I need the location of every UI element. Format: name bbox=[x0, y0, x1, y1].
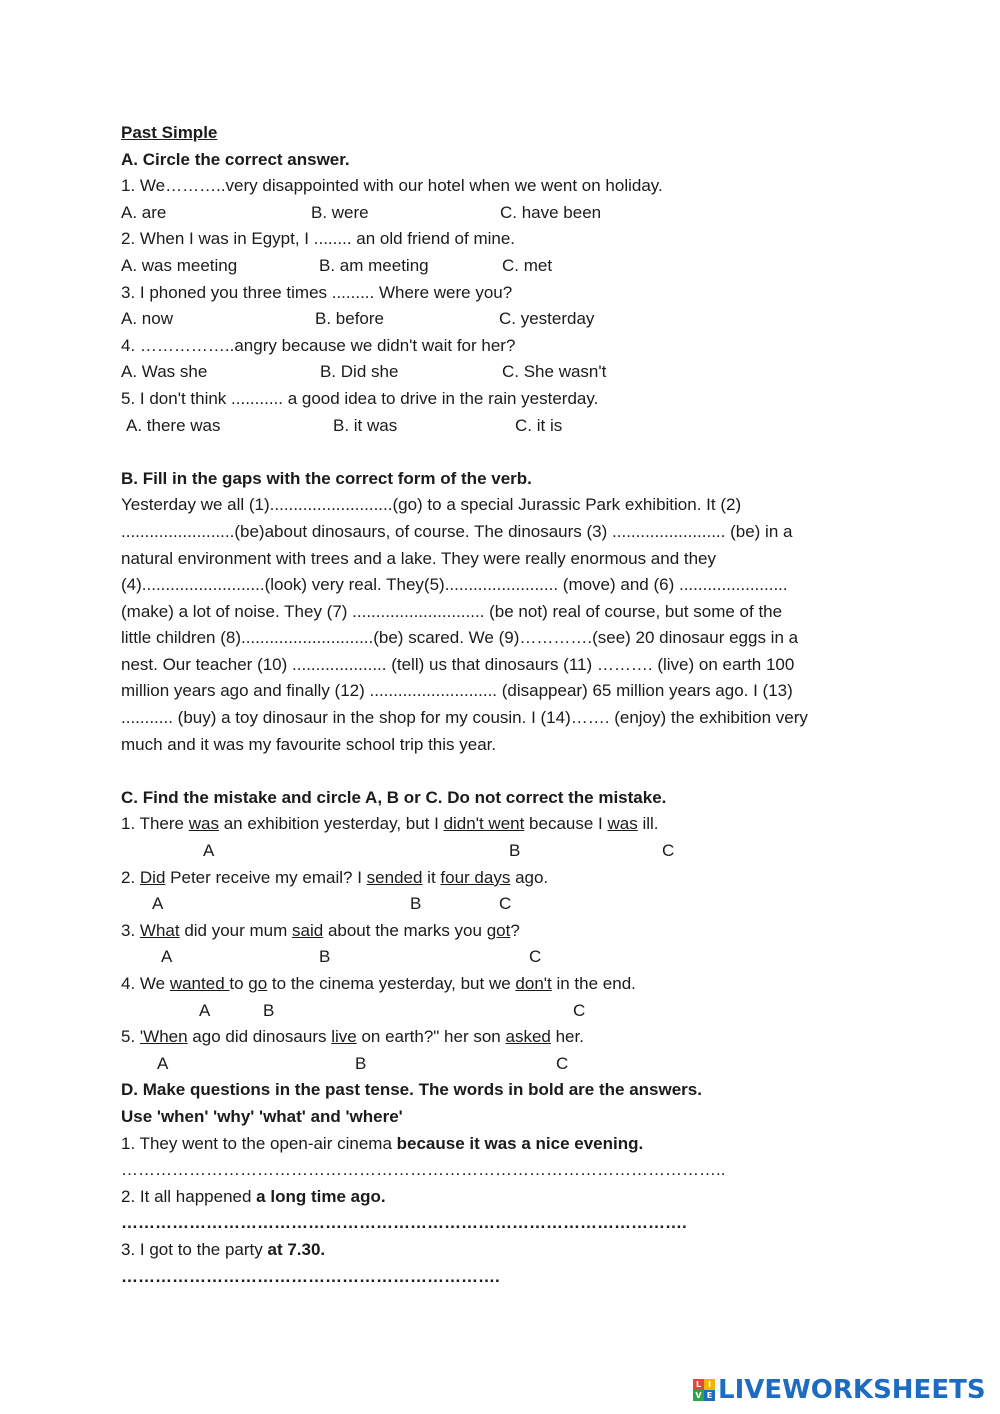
question-d2: 2. It all happened a long time ago. bbox=[121, 1186, 386, 1206]
choices-c2 bbox=[121, 891, 881, 918]
part-b: sended bbox=[366, 867, 423, 887]
answer-bold: a long time ago. bbox=[256, 1186, 386, 1206]
choice-b[interactable]: B bbox=[355, 1053, 367, 1073]
part-a: wanted bbox=[169, 974, 230, 993]
paragraph-line: nest. Our teacher (10) .................... (tell) us that dinosaurs (11) ………. (live) on earth 100 bbox=[121, 654, 795, 674]
options-a1 bbox=[121, 200, 881, 227]
section-b-heading: B. Fill in the gaps with the correct form of the verb. bbox=[121, 468, 532, 488]
choice-b[interactable]: B bbox=[319, 947, 331, 967]
answer-line-d3[interactable]: …………………………………………………………. bbox=[121, 1266, 500, 1286]
part-a: What bbox=[139, 920, 180, 940]
logo-tile: V bbox=[693, 1390, 704, 1401]
answer-line-d1[interactable]: …………………………………………………………………………………………….. bbox=[121, 1160, 726, 1180]
answer-bold: because it was a nice evening. bbox=[396, 1133, 644, 1153]
choice-b[interactable]: B bbox=[263, 1000, 275, 1020]
question-c1: 1. There was an exhibition yesterday, but I didn't went because I was ill. bbox=[121, 814, 659, 834]
choice-a[interactable]: A bbox=[152, 894, 164, 914]
liveworksheets-logo bbox=[693, 1377, 986, 1403]
option-b[interactable]: B. before bbox=[315, 309, 384, 329]
section-d-heading: D. Make questions in the past tense. The words in bold are the answers. bbox=[121, 1080, 702, 1100]
option-a[interactable]: A. was meeting bbox=[121, 255, 238, 275]
option-a[interactable]: A. there was bbox=[126, 415, 221, 435]
paragraph-line: Yesterday we all (1)..........................(go) to a special Jurassic Park exhibition. It (2) bbox=[121, 495, 742, 515]
paragraph-line: million years ago and finally (12) ........................... (disappear) 65 million years ago. I (13) bbox=[121, 681, 793, 701]
part-a: 'When bbox=[139, 1027, 188, 1047]
answer-bold: at 7.30. bbox=[267, 1239, 326, 1259]
choices-c3 bbox=[121, 944, 881, 971]
part-b: said bbox=[292, 920, 324, 940]
choice-a[interactable]: A bbox=[157, 1053, 169, 1073]
logo-mark-icon bbox=[693, 1379, 715, 1401]
option-b[interactable]: B. it was bbox=[333, 415, 398, 435]
question-c5: 5. 'When ago did dinosaurs live on earth?" her son asked her. bbox=[121, 1027, 584, 1047]
choice-c[interactable]: C bbox=[529, 947, 542, 967]
logo-tile: E bbox=[704, 1390, 715, 1401]
paragraph-line: much and it was my favourite school trip this year. bbox=[121, 734, 497, 754]
choice-a[interactable]: A bbox=[203, 841, 215, 861]
part-b: go bbox=[248, 974, 268, 993]
choices-c4 bbox=[121, 998, 881, 1025]
question-d1: 1. They went to the open-air cinema because it was a nice evening. bbox=[121, 1133, 644, 1153]
part-c: don't bbox=[515, 974, 552, 993]
options-a2 bbox=[121, 253, 881, 280]
option-c[interactable]: C. She wasn't bbox=[502, 362, 607, 382]
options-a5 bbox=[121, 413, 881, 440]
part-c: asked bbox=[505, 1027, 551, 1047]
worksheet bbox=[121, 120, 881, 1290]
choice-c[interactable]: C bbox=[499, 894, 512, 914]
section-d-subheading: Use 'when' 'why' 'what' and 'where' bbox=[121, 1106, 403, 1126]
question-d3: 3. I got to the party at 7.30. bbox=[121, 1239, 326, 1259]
question-c2: 2. Did Peter receive my email? I sended it four days ago. bbox=[121, 867, 549, 887]
part-b: live bbox=[331, 1027, 357, 1047]
part-c: got bbox=[486, 920, 511, 940]
question-a5: 5. I don't think ........... a good idea to drive in the rain yesterday. bbox=[121, 388, 599, 408]
section-c-heading: C. Find the mistake and circle A, B or C. Do not correct the mistake. bbox=[121, 787, 667, 807]
choice-c[interactable]: C bbox=[573, 1000, 586, 1020]
question-c4: 4. We wanted to go to the cinema yesterday, but we don't in the end. bbox=[121, 974, 636, 993]
paragraph-line: ........... (buy) a toy dinosaur in the shop for my cousin. I (14)……. (enjoy) the exhibition very bbox=[121, 708, 808, 728]
option-b[interactable]: B. am meeting bbox=[319, 255, 429, 275]
part-a: Did bbox=[139, 867, 166, 887]
option-c[interactable]: C. it is bbox=[515, 415, 563, 435]
logo-tile: I bbox=[704, 1379, 715, 1390]
options-a3 bbox=[121, 306, 881, 333]
option-a[interactable]: A. are bbox=[121, 202, 167, 222]
question-a4: 4. ……………..angry because we didn't wait for her? bbox=[121, 335, 516, 355]
choice-b[interactable]: B bbox=[509, 841, 521, 861]
paragraph-line: ........................(be)about dinosaurs, of course. The dinosaurs (3) ........................ (be) in a bbox=[121, 521, 793, 541]
paragraph-line: (make) a lot of noise. They (7) ............................ (be not) real of course, but some of the bbox=[121, 601, 783, 621]
choices-c1 bbox=[121, 838, 881, 865]
part-c: was bbox=[607, 814, 638, 834]
part-b: didn't went bbox=[443, 814, 525, 834]
question-a3: 3. I phoned you three times ......... Where were you? bbox=[121, 282, 513, 302]
question-c3: 3. What did your mum said about the marks you got? bbox=[121, 920, 520, 940]
choice-c[interactable]: C bbox=[662, 841, 675, 861]
paragraph-line: natural environment with trees and a lake. They were really enormous and they bbox=[121, 548, 717, 568]
part-c: four days bbox=[440, 867, 511, 887]
option-b[interactable]: B. Did she bbox=[320, 362, 399, 382]
option-b[interactable]: B. were bbox=[311, 202, 369, 222]
part-a: was bbox=[188, 814, 219, 834]
answer-line-d2[interactable]: ………………………………………………………………………………………. bbox=[121, 1213, 687, 1233]
logo-tile: L bbox=[693, 1379, 704, 1390]
choice-c[interactable]: C bbox=[556, 1053, 569, 1073]
choice-a[interactable]: A bbox=[199, 1000, 211, 1020]
option-a[interactable]: A. now bbox=[121, 309, 173, 329]
option-c[interactable]: C. have been bbox=[500, 202, 602, 222]
choice-a[interactable]: A bbox=[161, 947, 173, 967]
section-a-heading: A. Circle the correct answer. bbox=[121, 149, 350, 169]
choices-c5 bbox=[121, 1051, 881, 1078]
options-a4 bbox=[121, 359, 881, 386]
paragraph-line: (4)..........................(look) very real. They(5)........................ (move) and (6) ....................... bbox=[121, 575, 788, 595]
paragraph-line: little children (8)............................(be) scared. We (9)………….(see) 20 dinosaur eggs in a bbox=[121, 628, 799, 648]
question-a1: 1. We………..very disappointed with our hotel when we went on holiday. bbox=[121, 176, 663, 196]
option-c[interactable]: C. met bbox=[502, 255, 553, 275]
worksheet-title: Past Simple bbox=[121, 123, 218, 142]
question-a2: 2. When I was in Egypt, I ........ an old friend of mine. bbox=[121, 229, 516, 249]
option-a[interactable]: A. Was she bbox=[121, 362, 208, 382]
logo-text: LIVEWORKSHEETS bbox=[718, 1375, 986, 1405]
option-c[interactable]: C. yesterday bbox=[499, 309, 595, 329]
choice-b[interactable]: B bbox=[410, 894, 422, 914]
